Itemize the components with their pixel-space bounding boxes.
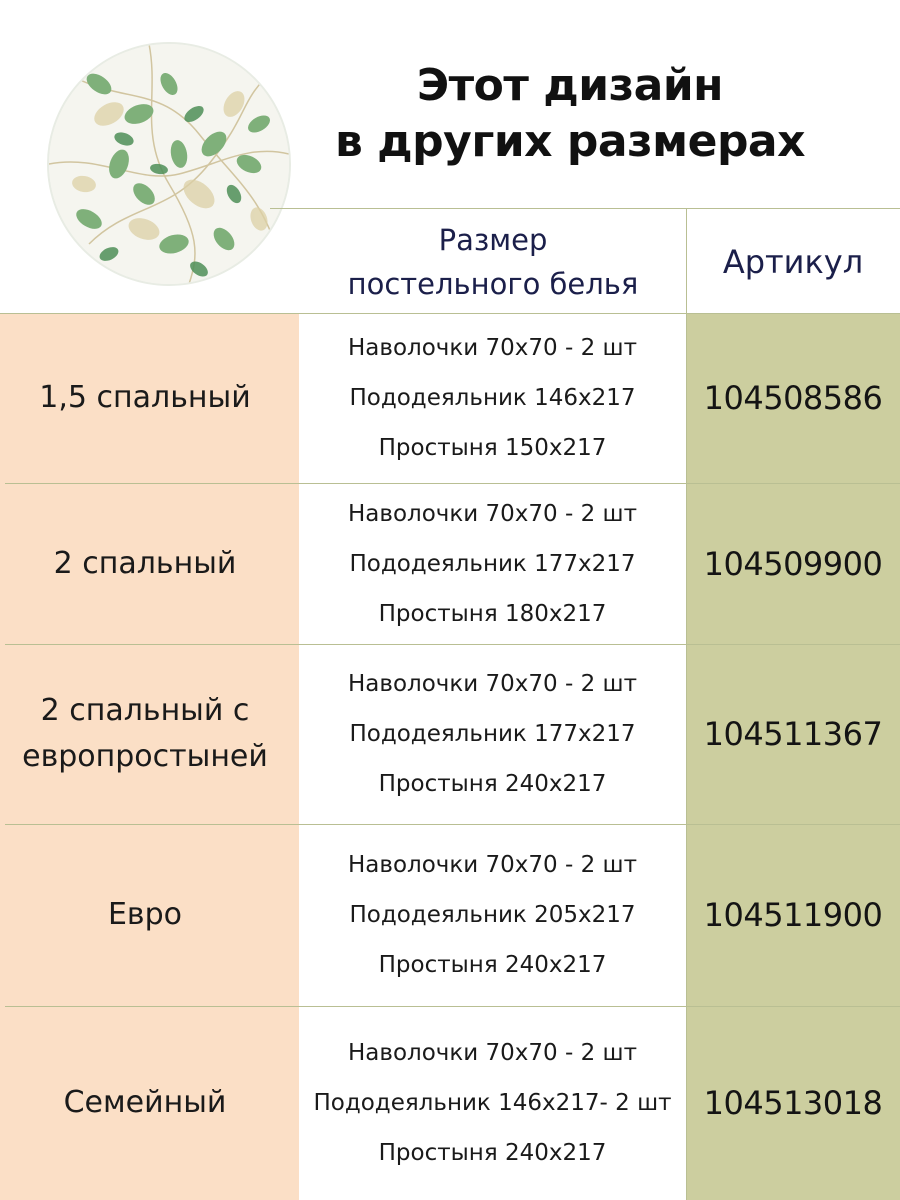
bed-type-cell	[0, 1006, 290, 1200]
header-top-divider	[270, 208, 900, 209]
set-contents-cell	[299, 644, 686, 824]
size-column-header	[300, 210, 686, 313]
title-line-1: Этот дизайн	[416, 60, 724, 111]
set-contents-cell	[299, 824, 686, 1006]
article-number: 104511900	[703, 896, 883, 934]
bed-type-cell	[0, 824, 290, 1006]
bed-type-cell	[0, 313, 290, 483]
size-header-line-1: Размер	[438, 222, 548, 257]
title-line-2: в других размерах	[334, 116, 806, 167]
bed-type-label: 2 спальный	[53, 545, 237, 581]
page-title	[300, 58, 840, 170]
duvet-cover-spec: Пододеяльник 177х217	[349, 550, 636, 577]
design-thumbnail-icon	[47, 42, 291, 286]
sheet-spec: Простыня 150х217	[378, 435, 607, 461]
bed-type-cell	[0, 483, 290, 644]
pillowcase-spec: Наволочки 70х70 - 2 шт	[348, 852, 637, 878]
article-number: 104511367	[703, 715, 883, 753]
pillowcase-spec: Наволочки 70х70 - 2 шт	[348, 671, 637, 697]
size-header-line-2: постельного белья	[347, 266, 639, 301]
table-row	[0, 313, 900, 483]
article-column-header: Артикул	[722, 242, 864, 281]
sheet-spec: Простыня 240х217	[378, 1140, 607, 1166]
sheet-spec: Простыня 240х217	[378, 952, 607, 978]
bed-type-label: 1,5 спальный	[39, 380, 251, 415]
bed-type-label-line-2: европростыней	[22, 739, 268, 774]
bed-type-cell	[0, 644, 290, 824]
sheet-spec: Простыня 240х217	[378, 771, 607, 797]
table-row	[0, 824, 900, 1006]
duvet-cover-spec: Пододеяльник 205х217	[349, 902, 636, 928]
bed-type-label: Евро	[107, 897, 183, 932]
pillowcase-spec: Наволочки 70х70 - 2 шт	[348, 335, 637, 361]
article-number: 104508586	[703, 379, 883, 417]
bed-type-label: 2 спальный с	[40, 693, 250, 728]
pillowcase-spec: Наволочки 70х70 - 2 шт	[348, 500, 637, 527]
duvet-cover-spec: Пододеяльник 146х217- 2 шт	[313, 1090, 672, 1116]
table-row	[0, 483, 900, 644]
article-number: 104509900	[703, 544, 883, 583]
bed-type-label: Семейный	[63, 1085, 227, 1120]
duvet-cover-spec: Пододеяльник 177х217	[349, 721, 636, 747]
set-contents-cell	[299, 483, 686, 644]
table-row	[0, 1006, 900, 1200]
duvet-cover-spec: Пододеяльник 146х217	[349, 385, 636, 411]
article-number: 104513018	[703, 1084, 883, 1122]
table-row	[0, 644, 900, 824]
set-contents-cell	[299, 1006, 686, 1200]
set-contents-cell	[299, 313, 686, 483]
pillowcase-spec: Наволочки 70х70 - 2 шт	[348, 1040, 637, 1066]
sheet-spec: Простыня 180х217	[378, 600, 607, 627]
